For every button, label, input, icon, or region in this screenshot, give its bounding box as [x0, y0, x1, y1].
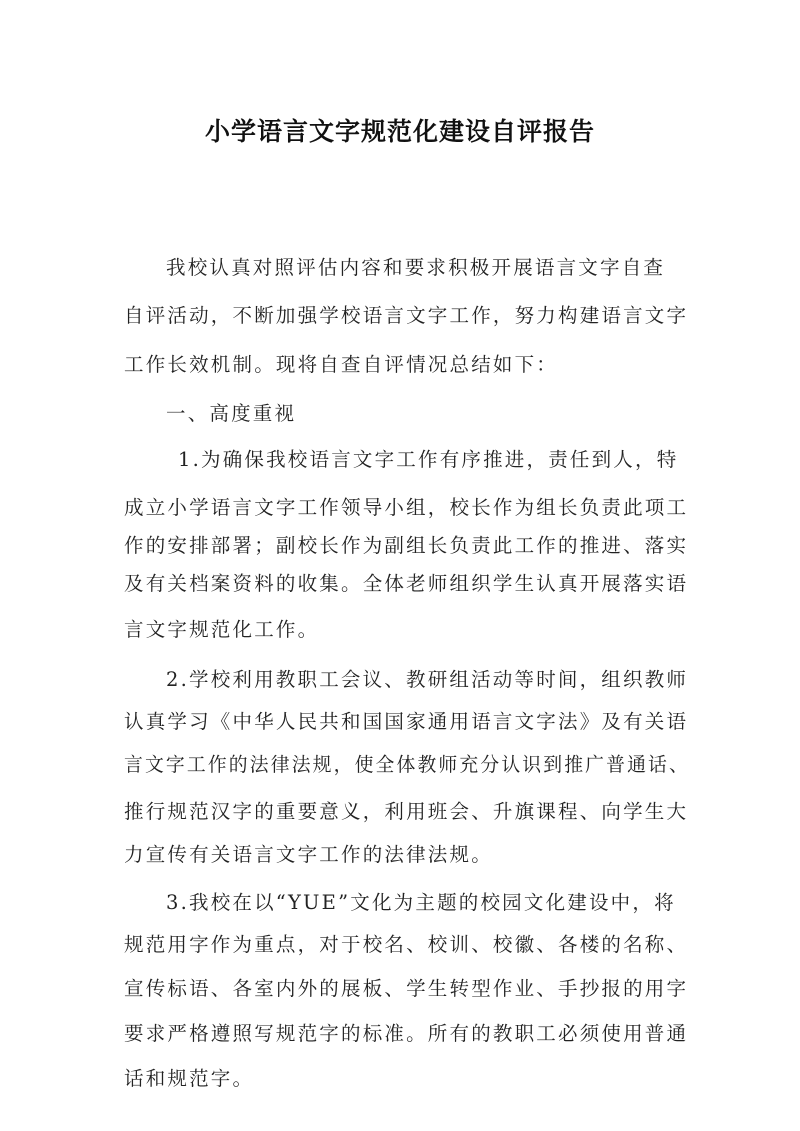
section-heading: 一、高度重视	[166, 402, 297, 425]
item-3-line-3: 宣传标语、各室内外的展板、学生转型作业、手抄报的用字	[124, 977, 689, 1000]
intro-line-3: 工作长效机制。现将自查自评情况总结如下：	[124, 353, 559, 376]
item-1-line-5: 言文字规范化工作。	[124, 618, 320, 641]
item-1-line-3: 作的安排部署；副校长作为副组长负责此工作的推进、落实	[124, 534, 689, 557]
item-2-line-3: 言文字工作的法律法规，使全体教师充分认识到推广普通话、	[124, 753, 690, 776]
item-1-line-2: 成立小学语言文字工作领导小组，校长作为组长负责此项工	[124, 496, 689, 519]
item-3-line-2: 规范用字作为重点，对于校名、校训、校徽、各楼的名称、	[124, 933, 689, 956]
document-title: 小学语言文字规范化建设自评报告	[204, 117, 595, 146]
item-2-line-1: 2.学校利用教职工会议、教研组活动等时间，组织教师	[166, 668, 689, 691]
item-2-line-4: 推行规范汉字的重要意义，利用班会、升旗课程、向学生大	[124, 800, 689, 823]
item-2-line-2: 认真学习《中华人民共和国国家通用语言文字法》及有关语	[124, 710, 689, 733]
item-3-line-5: 话和规范字。	[124, 1067, 255, 1090]
item-1-line-1: 1.为确保我校语言文字工作有序推进，责任到人，特	[178, 448, 679, 471]
intro-line-1: 我校认真对照评估内容和要求积极开展语言文字自查	[166, 256, 666, 279]
item-3-line-4: 要求严格遵照写规范字的标准。所有的教职工必须使用普通	[124, 1022, 689, 1045]
item-2-line-5: 力宣传有关语言文字工作的法律法规。	[124, 843, 493, 866]
item-3-line-1: 3.我校在以“YUE”文化为主题的校园文化建设中，将	[166, 891, 676, 914]
item-1-line-4: 及有关档案资料的收集。全体老师组织学生认真开展落实语	[124, 572, 689, 595]
intro-line-2: 自评活动，不断加强学校语言文字工作，努力构建语言文字	[124, 304, 689, 327]
